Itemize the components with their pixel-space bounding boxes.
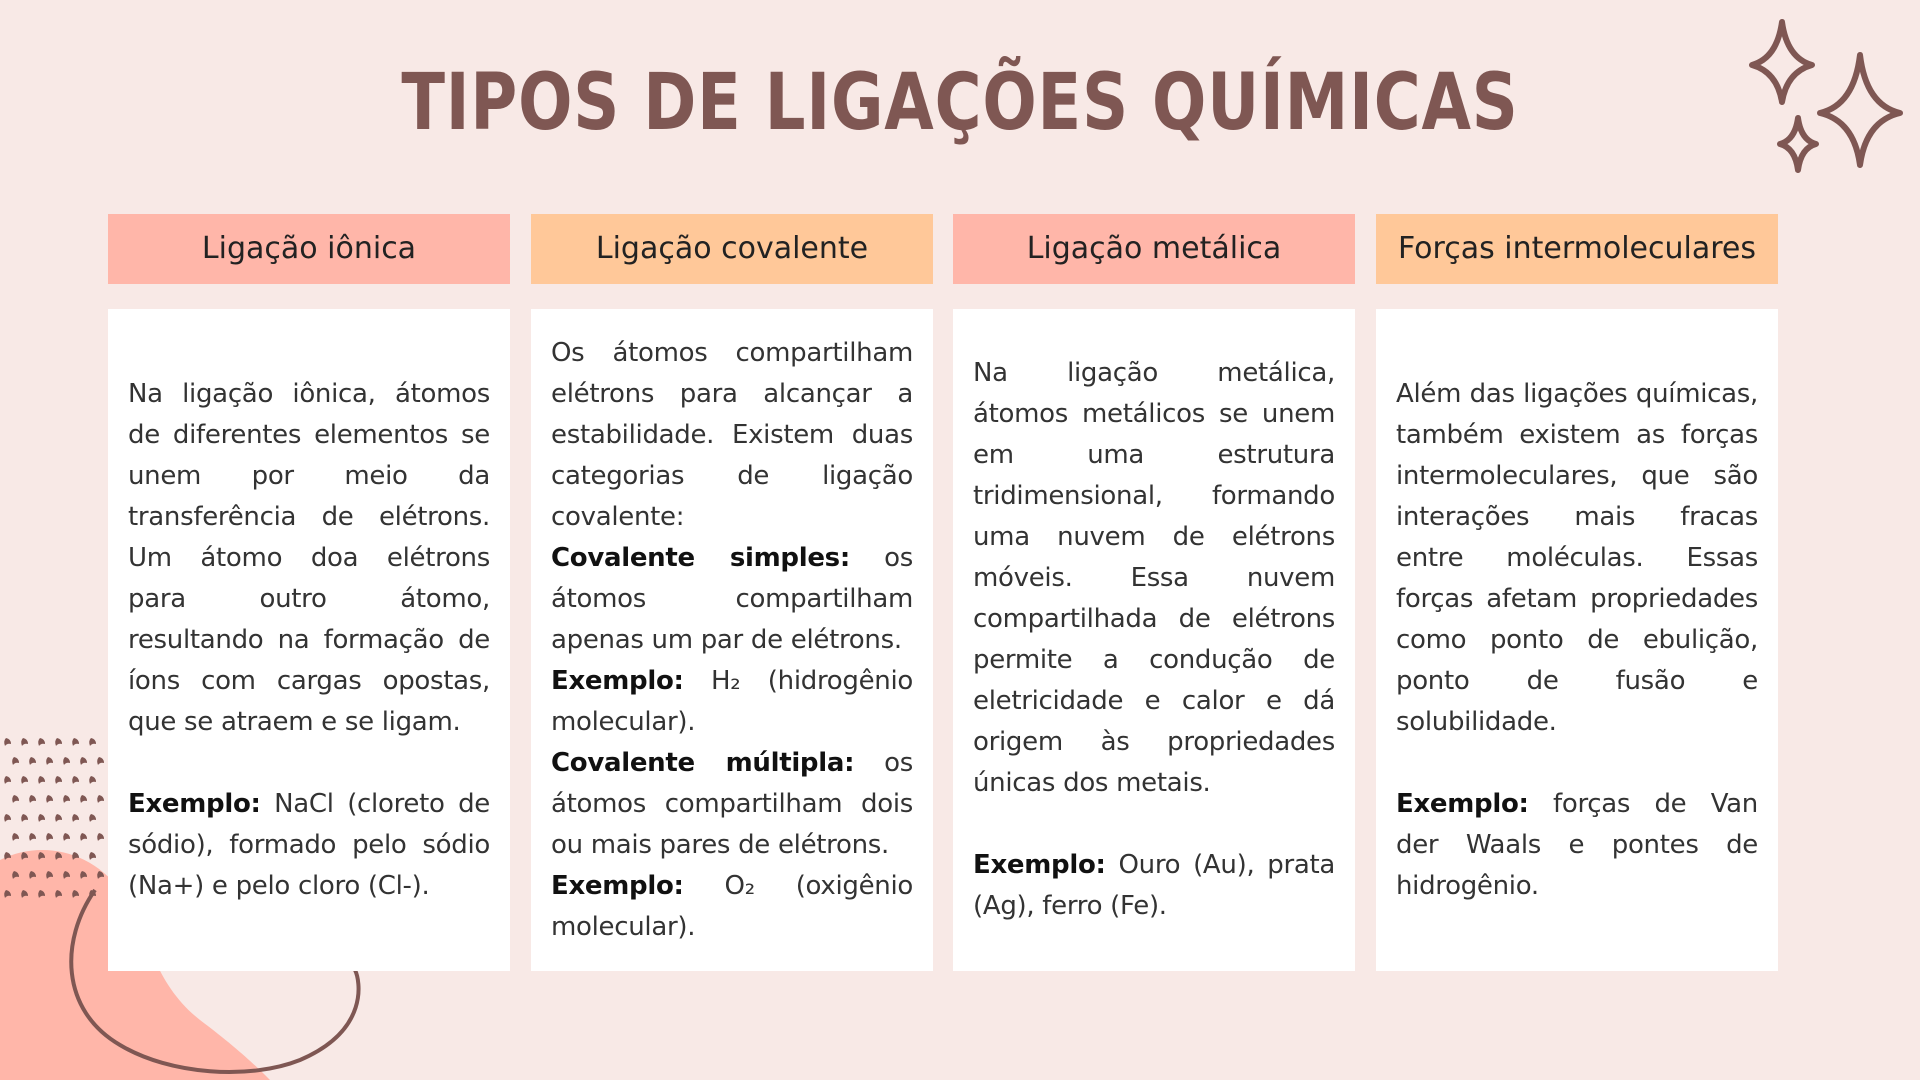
- example-label: Exemplo:: [551, 870, 684, 901]
- card-example: [1396, 784, 1758, 907]
- covalente-simples: [551, 538, 913, 661]
- dot-mark: [12, 795, 19, 803]
- dot-mark: [97, 795, 104, 803]
- dot-mark: [29, 871, 36, 879]
- card-ligacao-covalente: [531, 309, 933, 971]
- dot-mark: [4, 776, 11, 784]
- example-label: Exemplo:: [1396, 788, 1529, 819]
- dot-mark: [89, 852, 96, 860]
- dot-mark: [21, 738, 28, 746]
- dot-mark: [72, 814, 79, 822]
- header-ligacao-covalente: Ligação covalente: [531, 214, 933, 284]
- dot-mark: [29, 757, 36, 765]
- dot-mark: [46, 871, 53, 879]
- dot-mark: [21, 852, 28, 860]
- dot-mark: [29, 833, 36, 841]
- card-body: Na ligação metálica, átomos metálicos se unem em uma estrutura tridimensional, formando uma nuvem de elétrons móveis. Essa nuvem compartilhada de elétrons permite a condução de eletricidade e calor e dá origem às propriedades únicas dos metais.: [973, 358, 1335, 798]
- multiple-example: [551, 866, 913, 948]
- dot-mark: [55, 738, 62, 746]
- card-example: [973, 845, 1335, 927]
- dot-mark: [55, 890, 62, 898]
- card-intro: Os átomos compartilham elétrons para alcançar a estabilidade. Existem duas categorias de ligação covalente:: [551, 337, 913, 532]
- card-ligacao-ionica: [108, 309, 510, 971]
- dot-mark: [72, 738, 79, 746]
- dot-mark: [80, 871, 87, 879]
- dot-mark: [38, 738, 45, 746]
- dot-mark: [89, 890, 96, 898]
- dot-mark: [4, 814, 11, 822]
- dot-mark: [97, 833, 104, 841]
- dot-mark: [63, 871, 70, 879]
- dot-mark: [38, 776, 45, 784]
- dot-mark: [89, 738, 96, 746]
- header-forcas-intermoleculares: Forças intermoleculares: [1376, 214, 1778, 284]
- example-text: forças de Van der Waals e pontes de hidrogênio.: [1396, 788, 1758, 901]
- card-body: Além das ligações químicas, também existem as forças intermoleculares, que são interações mais fracas entre moléculas. Essas forças afetam propriedades como ponto de ebulição, ponto de fusão e solubilidade.: [1396, 378, 1758, 737]
- card-ligacao-metalica: [953, 309, 1355, 971]
- dot-mark: [63, 757, 70, 765]
- header-ligacao-metalica: Ligação metálica: [953, 214, 1355, 284]
- dot-mark: [72, 776, 79, 784]
- card-body: Na ligação iônica, átomos de diferentes elementos se unem por meio da transferência de elétrons. Um átomo doa elétrons para outro átomo, resultando na formação de íons com cargas opostas, que se atraem e se ligam.: [128, 378, 490, 737]
- dot-mark: [89, 776, 96, 784]
- dot-mark: [55, 776, 62, 784]
- dot-mark: [21, 776, 28, 784]
- covalente-multipla: [551, 743, 913, 866]
- dot-mark: [12, 757, 19, 765]
- dot-mark: [63, 833, 70, 841]
- dot-mark: [80, 757, 87, 765]
- dot-mark: [89, 814, 96, 822]
- dot-mark: [12, 871, 19, 879]
- simple-label: Covalente simples:: [551, 542, 850, 573]
- dot-mark: [4, 890, 11, 898]
- dot-mark: [21, 890, 28, 898]
- dot-mark: [21, 814, 28, 822]
- example-label: Exemplo:: [551, 665, 684, 696]
- dot-mark: [46, 833, 53, 841]
- example-text: NaCl (cloreto de sódio), formado pelo sódio (Na+) e pelo cloro (Cl-).: [128, 788, 490, 901]
- example-label: Exemplo:: [128, 788, 261, 819]
- dot-mark: [55, 852, 62, 860]
- card-example: [128, 784, 490, 907]
- sparkles-icon: [1735, 10, 1915, 180]
- dot-mark: [29, 795, 36, 803]
- dot-mark: [46, 757, 53, 765]
- dot-mark: [4, 852, 11, 860]
- dot-mark: [55, 814, 62, 822]
- dot-mark: [38, 890, 45, 898]
- page-title: TIPOS DE LIGAÇÕES QUÍMICAS: [401, 58, 1519, 148]
- dots-pattern: [0, 730, 110, 910]
- card-forcas-intermoleculares: [1376, 309, 1778, 971]
- dot-mark: [72, 852, 79, 860]
- example-label: Exemplo:: [973, 850, 1106, 880]
- dot-mark: [4, 738, 11, 746]
- dot-mark: [80, 833, 87, 841]
- dot-mark: [80, 795, 87, 803]
- example-text: Ouro (Au), prata (Ag), ferro (Fe).: [973, 850, 1335, 921]
- dot-mark: [12, 833, 19, 841]
- dot-mark: [72, 890, 79, 898]
- dot-mark: [38, 814, 45, 822]
- multiple-text: os átomos compartilham dois ou mais pares de elétrons.: [551, 747, 913, 860]
- header-ligacao-ionica: Ligação iônica: [108, 214, 510, 284]
- dot-mark: [63, 795, 70, 803]
- example-text: O₂ (oxigênio molecular).: [551, 870, 913, 942]
- dot-mark: [46, 795, 53, 803]
- simple-example: [551, 661, 913, 743]
- simple-text: os átomos compartilham apenas um par de elétrons.: [551, 542, 913, 655]
- multiple-label: Covalente múltipla:: [551, 747, 855, 778]
- dot-mark: [97, 757, 104, 765]
- dot-mark: [38, 852, 45, 860]
- example-text: H₂ (hidrogênio molecular).: [551, 665, 913, 737]
- dot-mark: [97, 871, 104, 879]
